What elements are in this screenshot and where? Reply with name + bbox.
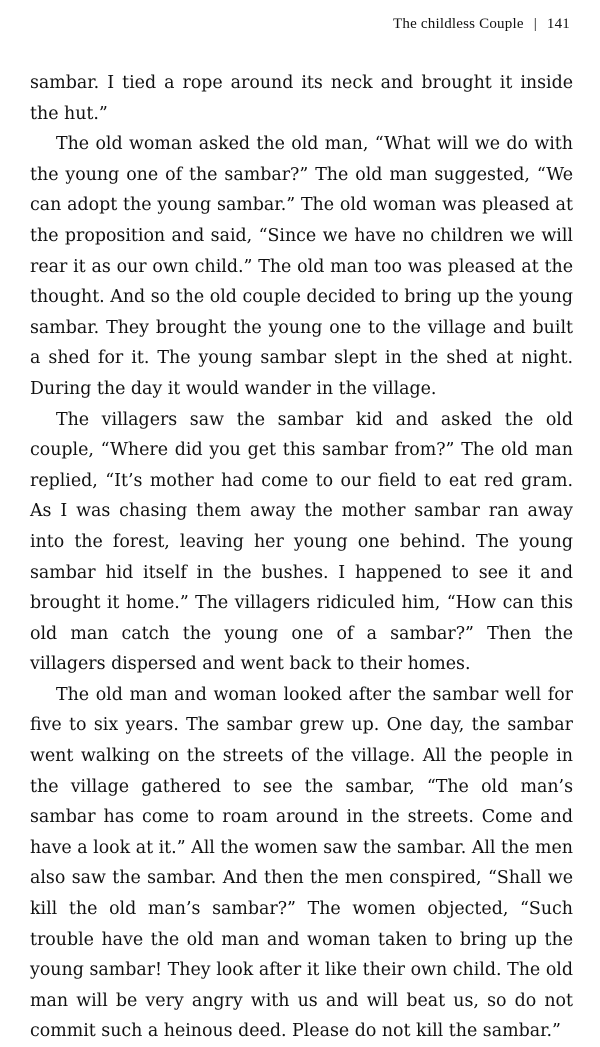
paragraph: The old man and woman looked after the sambar well for five to six years. The sambar grew up. One day, the sambar went walking on the streets of the village. All the people in the village gathered to see the sambar, “The old man’s sambar has come to roam around in the streets. Come and have a look at it.” All the women saw the sambar. All the men also saw the sambar. And then the men conspired, “Shall we kill the old man’s sambar?” The women objected, “Such trouble have the old man and woman taken to bring up the young sambar! They look after it like their own child. The old man will be very angry with us and will beat us, so do not commit such a heinous deed. Please do not kill the sambar.” <box>30 684 573 1042</box>
running-title: The childless Couple <box>393 16 524 32</box>
page-body <box>30 68 573 1047</box>
paragraph: The old woman asked the old man, “What will we do with the young one of the sambar?” The old man suggested, “We can adopt the young sambar.” The old woman was pleased at the proposition and said, “Since we have no children we will rear it as our own child.” The old man too was pleased at the thought. And so the old couple decided to bring up the young sambar. They brought the young one to the village and built a shed for it. The young sambar slept in the shed at night. During the day it would wander in the village. <box>30 134 573 399</box>
paragraph: The villagers saw the sambar kid and asked the old couple, “Where did you get this sambar from?” The old man replied, “It’s mother had come to our field to eat red gram. As I was chasing them away the mother sambar ran away into the forest, leaving her young one behind. The young sambar hid itself in the bushes. I happened to see it and brought it home.” The villagers ridiculed him, “How can this old man catch the young one of a sambar?” Then the villagers dispersed and went back to their homes. <box>30 409 573 675</box>
page-number: 141 <box>546 16 570 32</box>
running-head <box>393 16 570 33</box>
paragraph-continued: sambar. I tied a rope around its neck and brought it inside the hut.” <box>30 73 573 124</box>
header-separator: | <box>533 16 537 32</box>
